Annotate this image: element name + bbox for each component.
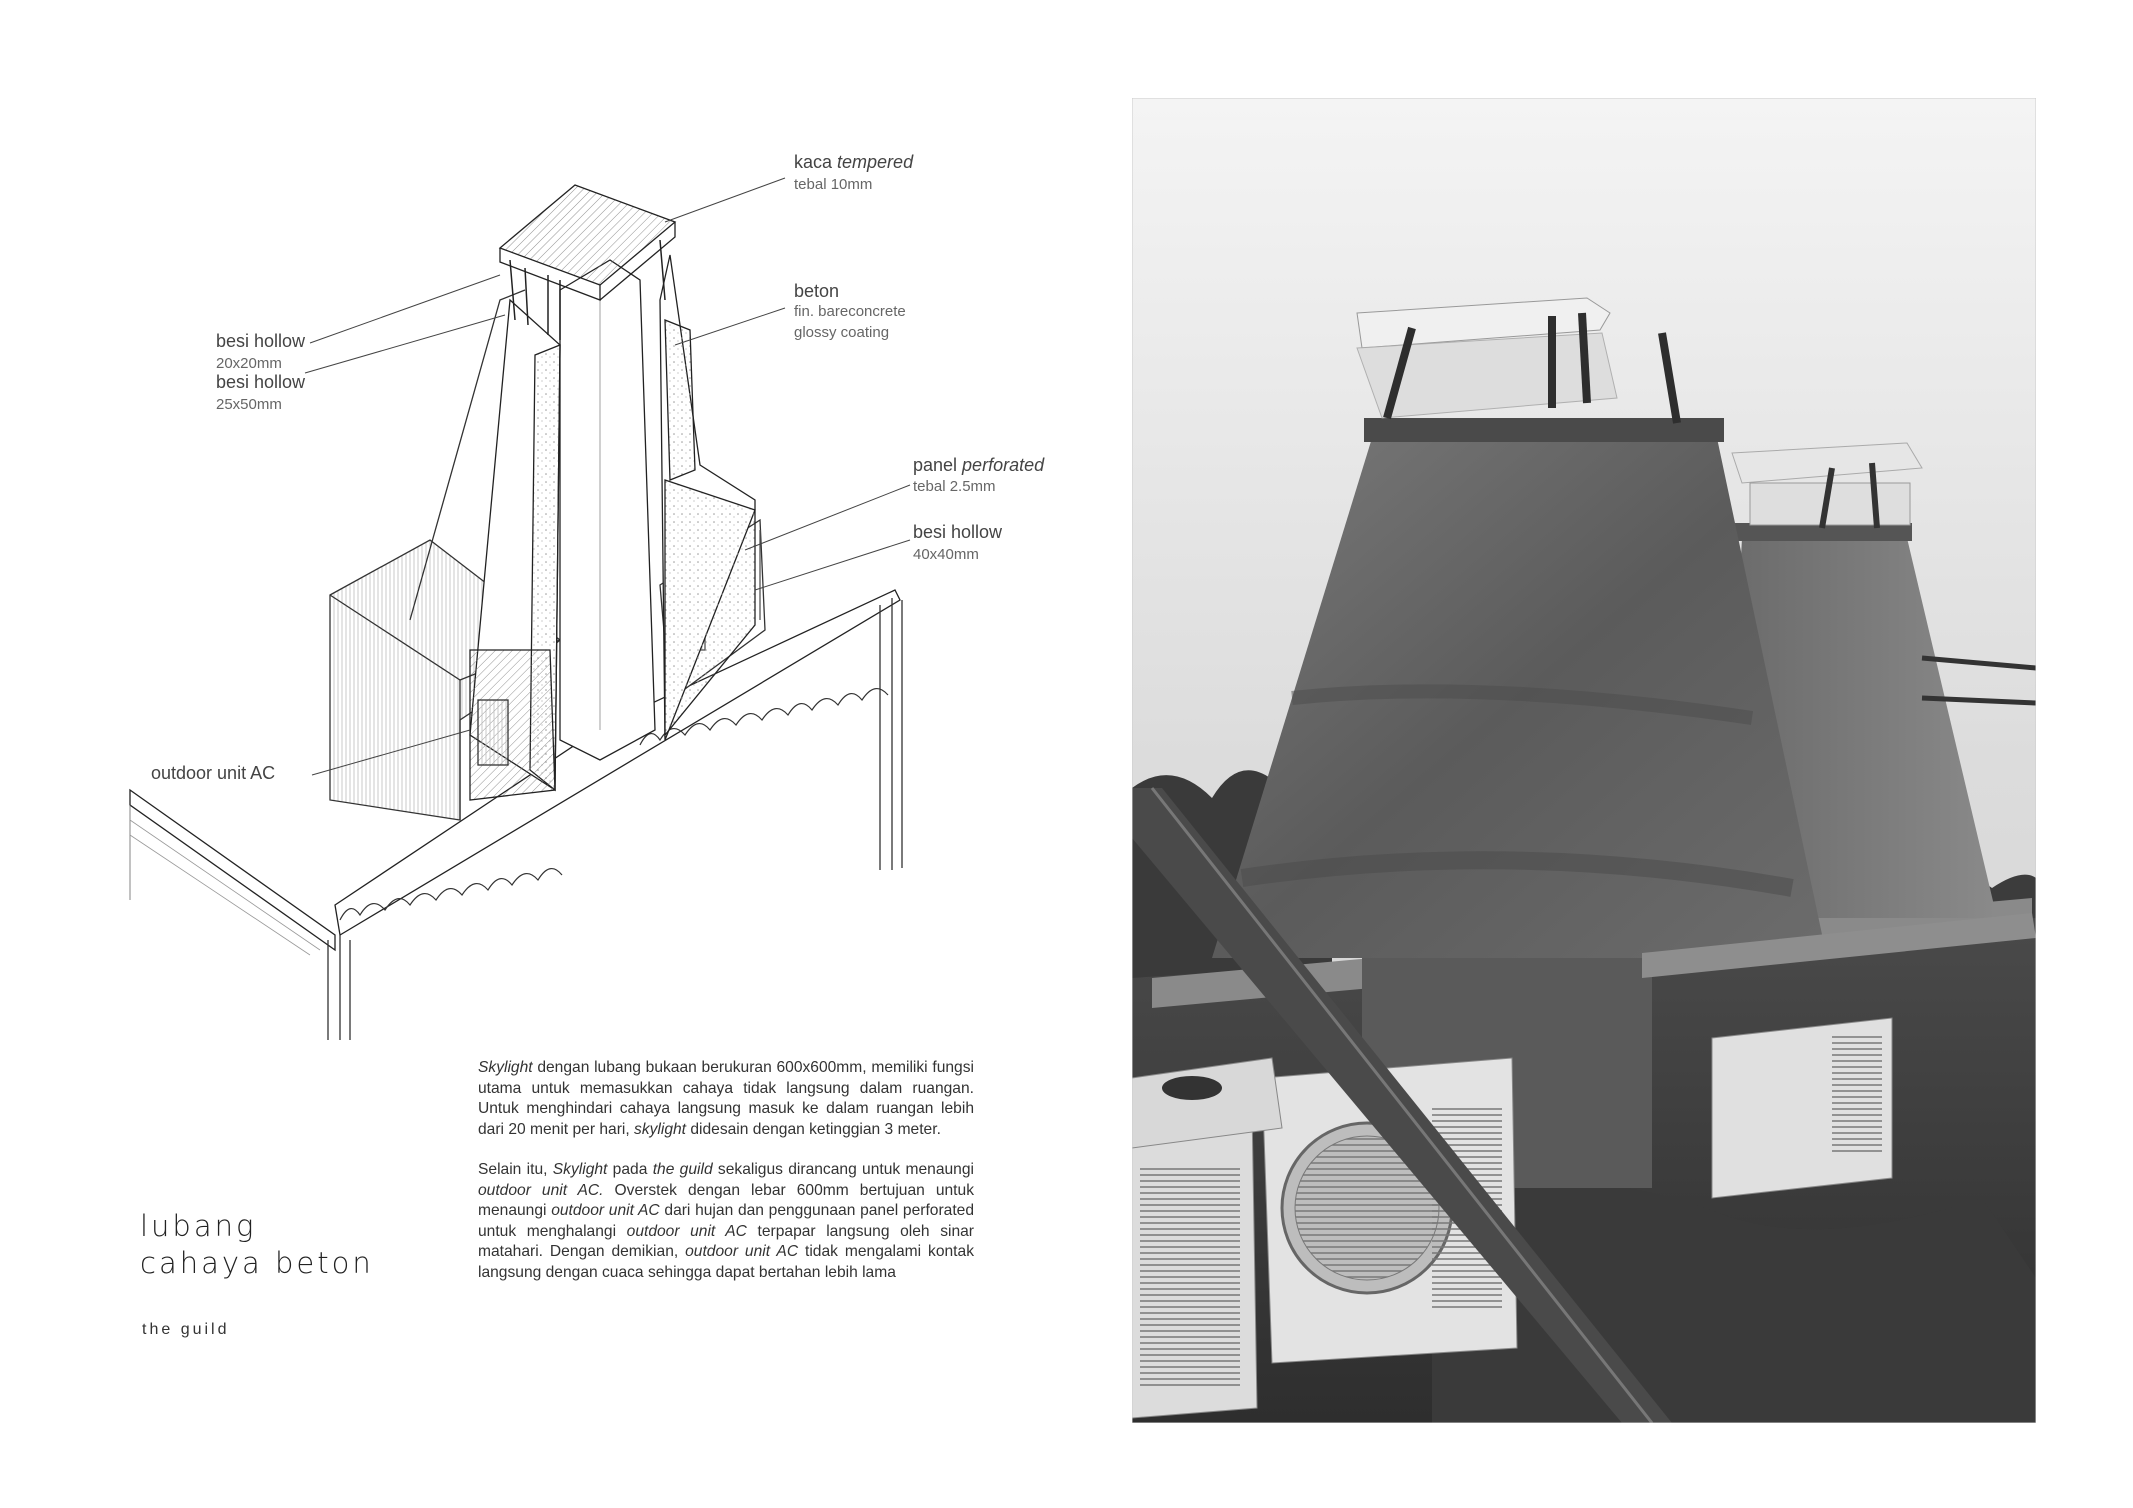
label-kaca-em: tempered	[837, 152, 914, 172]
label-kaca-sub: tebal 10mm	[794, 176, 873, 193]
label-panel-sub: tebal 2.5mm	[913, 478, 996, 495]
desc-em: outdoor unit AC.	[478, 1181, 604, 1199]
rooftop-skylight-photo	[1132, 98, 2036, 1423]
desc-em: outdoor unit AC	[626, 1222, 747, 1240]
desc-text: Selain itu,	[478, 1161, 553, 1178]
desc-em: Skylight	[478, 1059, 533, 1076]
page-title-line2: cahaya beton	[140, 1246, 374, 1280]
label-beton: beton	[794, 281, 840, 301]
label-besi-hollow-2-sub: 25x50mm	[216, 396, 282, 413]
desc-text: tidak mengalami kontak langsung dengan cuaca sehingga dapat bertahan lebih lama	[478, 1243, 974, 1281]
label-besi-hollow-2: besi hollow	[216, 372, 306, 392]
desc-text: didesain dengan ketinggian 3 meter.	[686, 1120, 941, 1138]
desc-em: skylight	[634, 1120, 687, 1138]
label-panel-em: perforated	[962, 455, 1045, 475]
desc-text: dengan lubang bukaan berukuran 600x600mm, memiliki fungsi utama untuk memasukkan cahaya tidak langsung dalam ruangan. Untuk menghindari cahaya langsung masuk ke dalam ruangan lebih dari 20 menit per hari,	[478, 1059, 974, 1138]
skylight-void	[560, 260, 655, 760]
desc-text: sekaligus dirancang untuk menaungi	[712, 1161, 974, 1178]
tempered-glass-top	[500, 185, 675, 285]
label-kaca-prefix: kaca	[794, 152, 838, 172]
column-right	[880, 598, 902, 870]
description-paragraph-1	[478, 1058, 974, 1140]
desc-em: outdoor unit AC	[685, 1243, 799, 1260]
label-besi-hollow-3-sub: 40x40mm	[913, 546, 979, 563]
label-panel-perforated	[913, 455, 1044, 476]
desc-em: Skylight	[552, 1161, 608, 1178]
column-left	[328, 935, 350, 1040]
desc-text: pada	[607, 1161, 653, 1178]
page-subtitle: the guild	[142, 1321, 230, 1338]
floor-slab-left	[130, 790, 335, 950]
label-besi-hollow-3: besi hollow	[913, 522, 1003, 542]
ac-outdoor-unit-left	[1132, 1108, 1257, 1418]
desc-em: the guild	[652, 1161, 713, 1178]
label-besi-hollow-1: besi hollow	[216, 331, 306, 351]
desc-text: Overstek dengan lebar 600mm bertujuan untuk menaungi	[478, 1181, 974, 1219]
description-paragraph-2	[478, 1160, 974, 1283]
desc-em: outdoor unit AC	[551, 1202, 660, 1219]
label-kaca-tempered	[794, 152, 913, 173]
ac-outdoor-unit-rear-right	[1712, 1018, 1892, 1198]
page-title-line1: lubang	[140, 1209, 257, 1243]
description-text	[478, 1058, 974, 1303]
label-beton-sub2: glossy coating	[794, 324, 890, 341]
label-outdoor-unit-ac: outdoor unit AC	[151, 763, 276, 783]
label-besi-hollow-1-sub: 20x20mm	[216, 355, 282, 372]
label-beton-sub1: fin. bareconcrete	[794, 303, 906, 320]
desc-text: terpapar langsung oleh sinar matahari. Dengan demikian,	[478, 1222, 974, 1260]
desc-text: dari hujan dan penggunaan panel perforated untuk menghalangi	[478, 1202, 975, 1240]
label-panel-prefix: panel	[913, 455, 963, 475]
